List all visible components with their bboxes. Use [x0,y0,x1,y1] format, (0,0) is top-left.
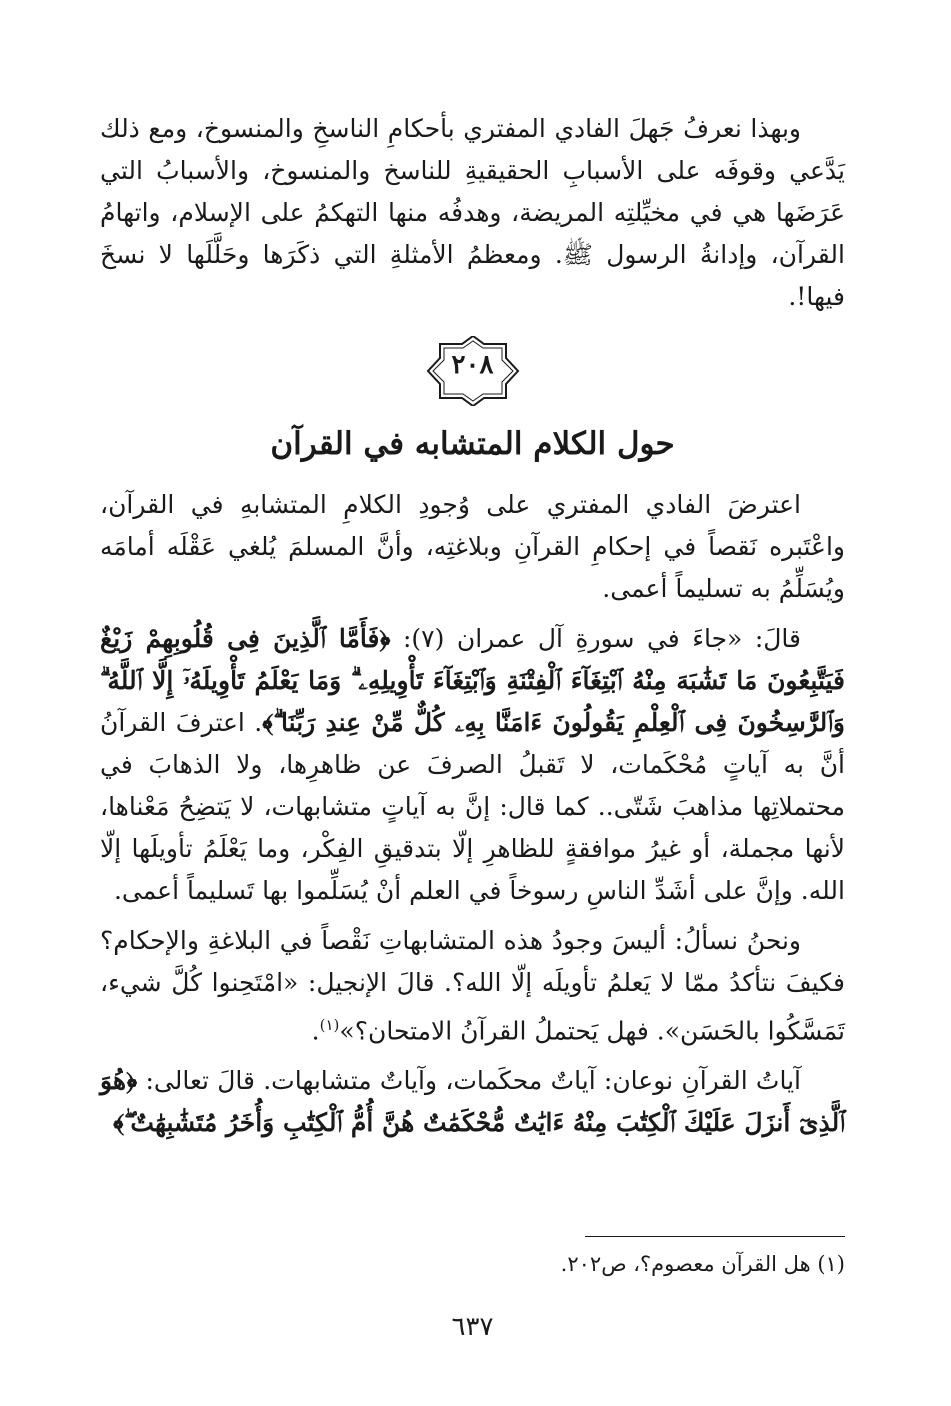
quran-verse-1: ﴿فَأَمَّا ٱلَّذِينَ فِى قُلُوبِهِمْ زَيْغٌ فَيَتَّبِعُونَ مَا تَشَٰبَهَ مِنْهُ ٱبْتِغَآءَ ٱلْفِتْنَةِ وَٱبْتِغَآءَ تَأْوِيلِهِۦ ۗ وَمَا يَعْلَمُ تَأْوِيلَهُۥٓ إِلَّا ٱللَّهُ ۗ وَٱلرَّٰسِخُونَ فِى ٱلْعِلْمِ يَقُولُونَ ءَامَنَّا بِهِۦ كُلٌّ مِّنْ عِندِ رَبِّنَا ۗ﴾ [100,624,846,737]
paragraph-4-intro: آياتُ القرآنِ نوعان: آياتٌ محكَمات، وآياتٌ متشابهات. قالَ تعالى: [145,1066,801,1096]
section-title: حول الكلام المتشابه في القرآن [270,426,675,462]
paragraph-3: ونحنُ نسألُ: أليسَ وجودُ هذه المتشابهاتِ نَقْصاً في البلاغةِ والإحكام؟ فكيفَ نتأكدُ ممّا لا يَعلمُ تأويلَه إلّا الله؟. قالَ الإنجيل: «امْتَحِنوا كُلَّ شيء، تَمَسَّكُوا بالحَسَن». فهل يَحتملُ القرآنُ الامتحان؟»$^{(١)}$. [100,926,845,1046]
paragraph-2 [100,618,845,912]
footnote-divider [585,1236,845,1237]
paragraph-4 [100,1060,845,1144]
section-number-ornament [418,336,528,406]
paragraph-2-body: . اعترفَ القرآنُ أنَّ به آياتٍ مُحْكَمات، لا تَقبلُ الصرفَ عن ظاهرِها، ولا الذهابَ في محتملاتِها مذاهبَ شَتّى.. كما قال: إنَّ به آياتٍ متشابهات، لا يَتضِحُ مَعْناها، لأنها مجملة، أو غيرُ موافقةٍ للظاهرِ إلّا بتدقيقِ الفِكْر، وما يَعْلَمُ تأويلَها إلّا الله. وإنَّ على أشَدِّ الناسِ رسوخاً في العلم أنْ يُسَلِّموا بها تَسليماً أعمى. [100,708,845,905]
footnote: (١) هل القرآن معصوم؟، ص٢٠٢. [560,1252,845,1276]
paragraph-1: اعترضَ الفادي المفتري على وُجودِ الكلامِ المتشابهِ في القرآن، واعْتَبره نَقصاً في إحكامِ القرآنِ وبلاغتِه، وأنَّ المسلمَ يُلغي عَقْلَه أمامَه ويُسَلِّمُ به تسليماً أعمى. [100,490,845,603]
paragraph-2-intro: قالَ: «جاءَ في سورةِ آل عمران (٧): [402,624,801,653]
section-body [100,484,845,1144]
intro-paragraph: وبهذا نعرفُ جَهلَ الفادي المفتري بأحكامِ الناسخِ والمنسوخ، ومع ذلك يَدَّعي وقوفَه على الأسبابِ الحقيقيةِ للناسخ والمنسوخ، والأسبابُ التي عَرَضَها هي في مخيِّلتِه المريضة، وهدفُه منها التهكمُ على الإسلام، واتهامُ القرآن، وإدانةُ الرسول ﷺ. ومعظمُ الأمثلةِ التي ذكَرَها وحَلَّلَها لا نسخَ فيها!. [100,114,845,311]
footnote-reference: (١) [319,1016,340,1034]
book-page [100,108,846,1342]
quran-verse-2: ﴿هُوَ ٱلَّذِىٓ أَنزَلَ عَلَيْكَ ٱلْكِتَٰبَ مِنْهُ ءَايَٰتٌ مُّحْكَمَٰتٌ هُنَّ أُمُّ ٱلْكِتَٰبِ وَأُخَرُ مُتَشَٰبِهَٰتٌ ۖ﴾ [100,1066,845,1138]
paragraph-3-body: ونحنُ نسألُ: أليسَ وجودُ هذه المتشابهاتِ نَقْصاً في البلاغةِ والإحكام؟ فكيفَ نتأكدُ ممّا لا يَعلمُ تأويلَه إلّا الله؟. قالَ الإنجيل: «امْتَحِنوا كُلَّ شيء، تَمَسَّكُوا بالحَسَن». فهل يَحتملُ القرآنُ الامتحان؟» [100,926,845,1046]
page-number: ٦٣٧ [451,1312,494,1342]
section-number: ٢٠٨ [451,350,494,380]
